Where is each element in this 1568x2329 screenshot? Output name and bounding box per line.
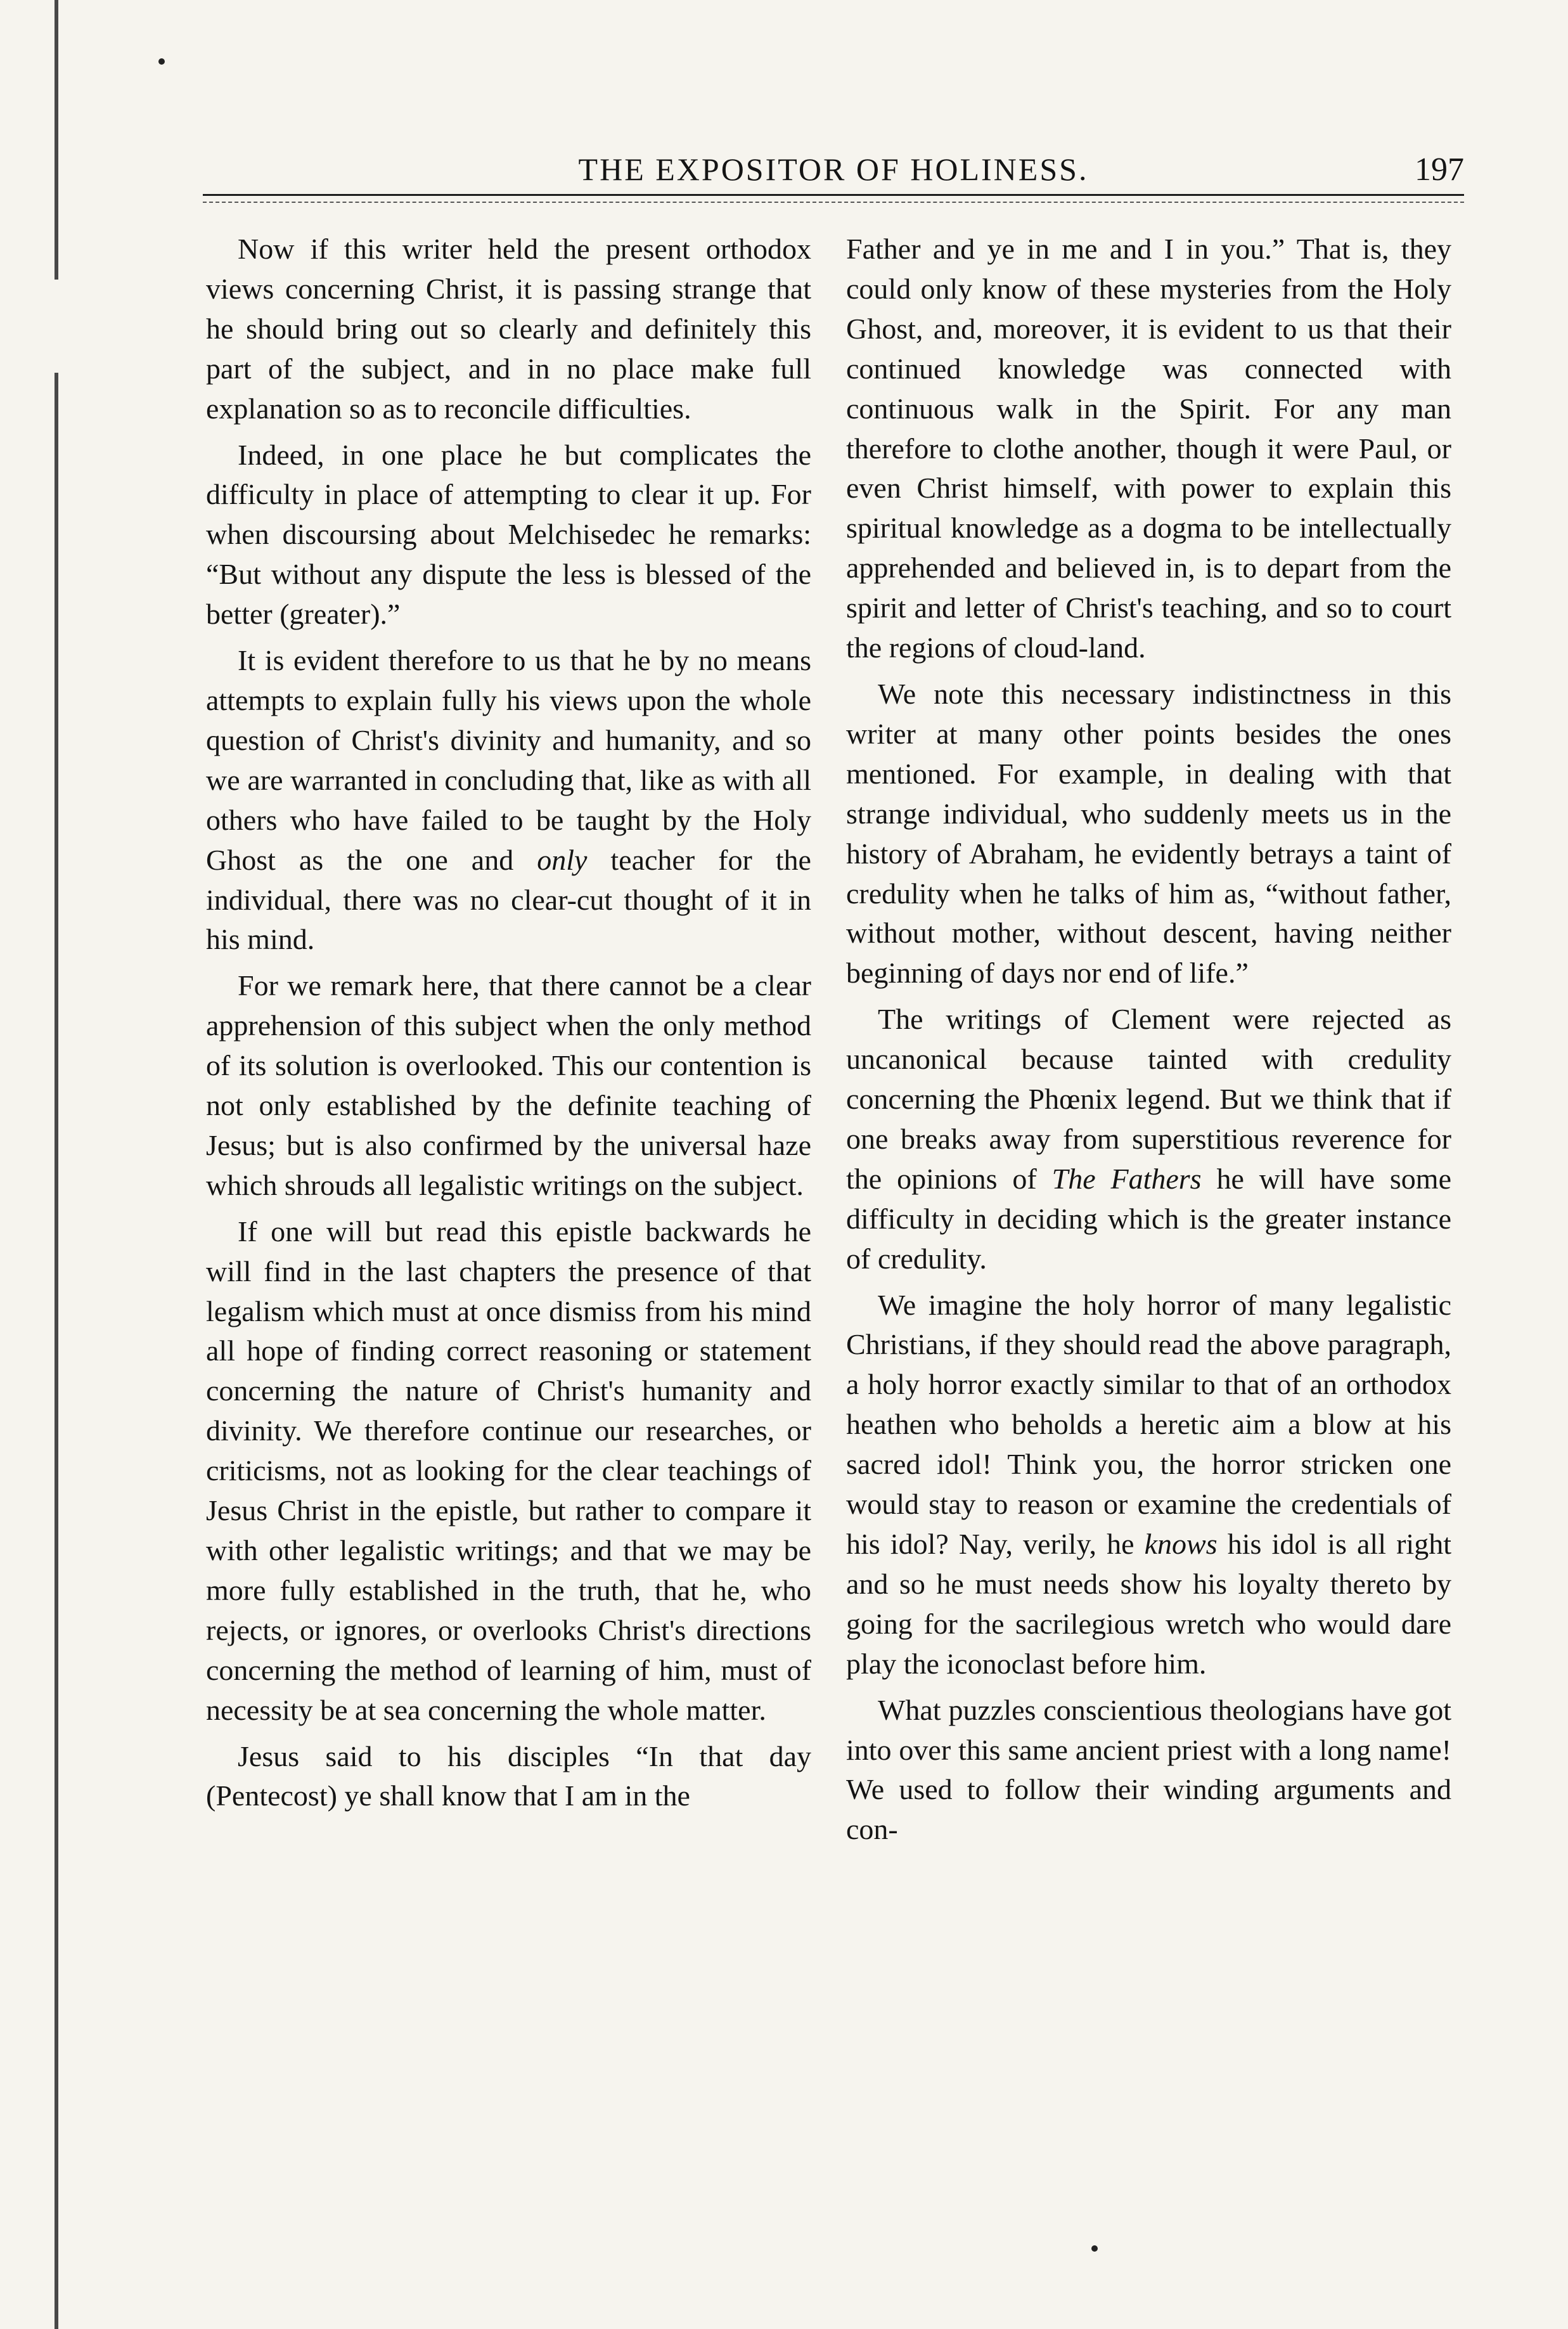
paragraph: Now if this writer held the present orthodox views concerning Christ, it is passing strange that he should bring out so clearly and definitely this part of the subject, and in no place make full explanation so as to reconcile difficulties. — [206, 233, 811, 425]
paragraph: Jesus said to his disciples “In that day (Pentecost) ye shall know that I am in the — [206, 1739, 811, 1812]
scan-speck — [158, 58, 165, 65]
left-column — [206, 229, 811, 1823]
text-run: his idol is all right and so he must needs show his loyalty thereto by going for the sacrilegious wretch who would dare play the iconoclast before him. — [846, 1528, 1451, 1680]
right-column — [846, 229, 1451, 1856]
scan-binding-edge — [55, 0, 58, 2329]
paragraph — [846, 1286, 1451, 1684]
text-run: teacher for the individual, there was no clear-cut thought of it in his mind. — [206, 843, 811, 956]
italic-emphasis: knows — [1144, 1528, 1218, 1560]
text-run: It is evident therefore to us that he by no means attempts to explain fully his views upon the whole question of Christ's divinity and humanity, and so we are warranted in concluding that, like as with all others who have failed to be taught by the Holy Ghost as the one and — [206, 644, 811, 876]
italic-emphasis: only — [537, 843, 588, 876]
paragraph — [206, 641, 811, 960]
paragraph — [846, 1000, 1451, 1279]
paragraph: For we remark here, that there cannot be a clear apprehension of this subject when the only method of its solution is overlooked. This our contention is not only established by the definite teaching of Jesus; but is also confirmed by the universal haze which shrouds all legalistic writings on the subject. — [206, 969, 811, 1201]
text-run: The writings of Clement were rejected as uncanonical because tainted with credulity concerning the Phœnix legend. But we think that if one breaks away from superstitious reverence for the opinions of — [846, 1003, 1451, 1195]
header-rule-dashed — [203, 202, 1464, 203]
paragraph: Indeed, in one place he but complicates the difficulty in place of attempting to clear it up. For when discoursing about Melchisedec he remarks: “But without any dispute the less is blessed of the better (greater).” — [206, 438, 811, 631]
header-rule — [203, 194, 1464, 196]
page-number: 197 — [1415, 152, 1464, 188]
scan-speck — [1091, 2245, 1098, 2252]
paragraph-continued: Father and ye in me and I in you.” That is, they could only know of these mysteries from the Holy Ghost, and, moreover, it is evident to us that their continued knowledge was connected with continuous walk in the Spirit. For any man therefore to clothe another, though it were Paul, or even Christ himself, with power to explain this spiritual knowledge as a dogma to be intellectually apprehended and believed in, is to depart from the spirit and letter of Christ's teaching, and so to court the regions of cloud-land. — [846, 233, 1451, 664]
paragraph: What puzzles conscientious theologians have got into over this same ancient priest with a long name! We used to follow their winding arguments and con- — [846, 1693, 1451, 1846]
paragraph: We note this necessary indistinctness in this writer at many other points besides the ones mentioned. For example, in dealing with that strange individual, who suddenly meets us in the history of Abraham, he evidently betrays a taint of credulity when he talks of him as, “without father, without mother, without descent, having neither beginning of days nor end of life.” — [846, 677, 1451, 990]
journal-title: THE EXPOSITOR OF HOLINESS. — [578, 152, 1089, 187]
text-run: We imagine the holy horror of many legalistic Christians, if they should read the above paragraph, a holy horror exactly similar to that of an orthodox heathen who beholds a heretic aim a blow at his sacred idol! Think you, the horror stricken one would stay to reason or examine the credentials of his idol? Nay, verily, he — [846, 1288, 1451, 1560]
paragraph: If one will but read this epistle backwards he will find in the last chapters the presence of that legalism which must at once dismiss from his mind all hope of finding correct reasoning or statement concerning the nature of Christ's humanity and divinity. We therefore continue our researches, or criticisms, not as looking for the clear teachings of Jesus Christ in the epistle, but rather to compare it with other legalistic writings; and that we may be more fully established in the truth, that he, who rejects, or ignores, or overlooks Christ's directions concerning the method of learning of him, must of necessity be at sea concerning the whole matter. — [206, 1215, 811, 1726]
text-run: he will have some difficulty in deciding which is the greater instance of credulity. — [846, 1162, 1451, 1275]
italic-emphasis: The Fathers — [1051, 1162, 1202, 1195]
